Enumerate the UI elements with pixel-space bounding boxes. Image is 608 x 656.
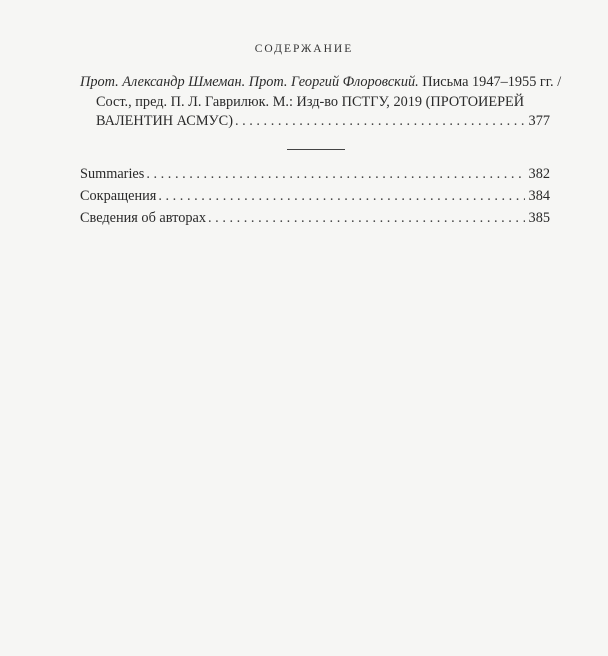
toc-item-page: 385 <box>528 210 550 226</box>
toc-item-page: 384 <box>528 188 550 204</box>
toc-item-page: 382 <box>528 166 550 182</box>
toc-item-abbreviations <box>80 185 550 207</box>
toc-item-authors-info <box>80 207 550 229</box>
dot-leader <box>146 163 524 185</box>
entry-line-3 <box>80 112 550 132</box>
entry-page-number: 377 <box>528 113 550 129</box>
entry-authors: Прот. Александр Шмеман. Прот. Георгий Флоровский. <box>80 74 419 90</box>
dot-leader <box>235 112 525 132</box>
entry-title: Письма 1947–1955 гг. / <box>418 74 562 90</box>
page-title: СОДЕРЖАНИЕ <box>254 43 354 55</box>
dot-leader <box>208 207 525 229</box>
entry-line-1 <box>80 73 562 93</box>
toc-entry-review <box>80 73 562 132</box>
toc-item-summaries <box>80 163 550 185</box>
toc-item-label: Сокращения <box>80 188 157 204</box>
dot-leader <box>158 185 524 207</box>
toc-item-label: Summaries <box>80 166 145 182</box>
toc-item-label: Сведения об авторах <box>80 210 207 226</box>
entry-line-2: Сост., пред. П. Л. Гаврилюк. М.: Изд-во ПСТГУ, 2019 (ПРОТОИЕРЕЙ <box>96 93 525 110</box>
entry-reviewer: ВАЛЕНТИН АСМУС) <box>96 113 233 129</box>
section-divider <box>287 149 345 150</box>
toc-list <box>80 163 550 229</box>
